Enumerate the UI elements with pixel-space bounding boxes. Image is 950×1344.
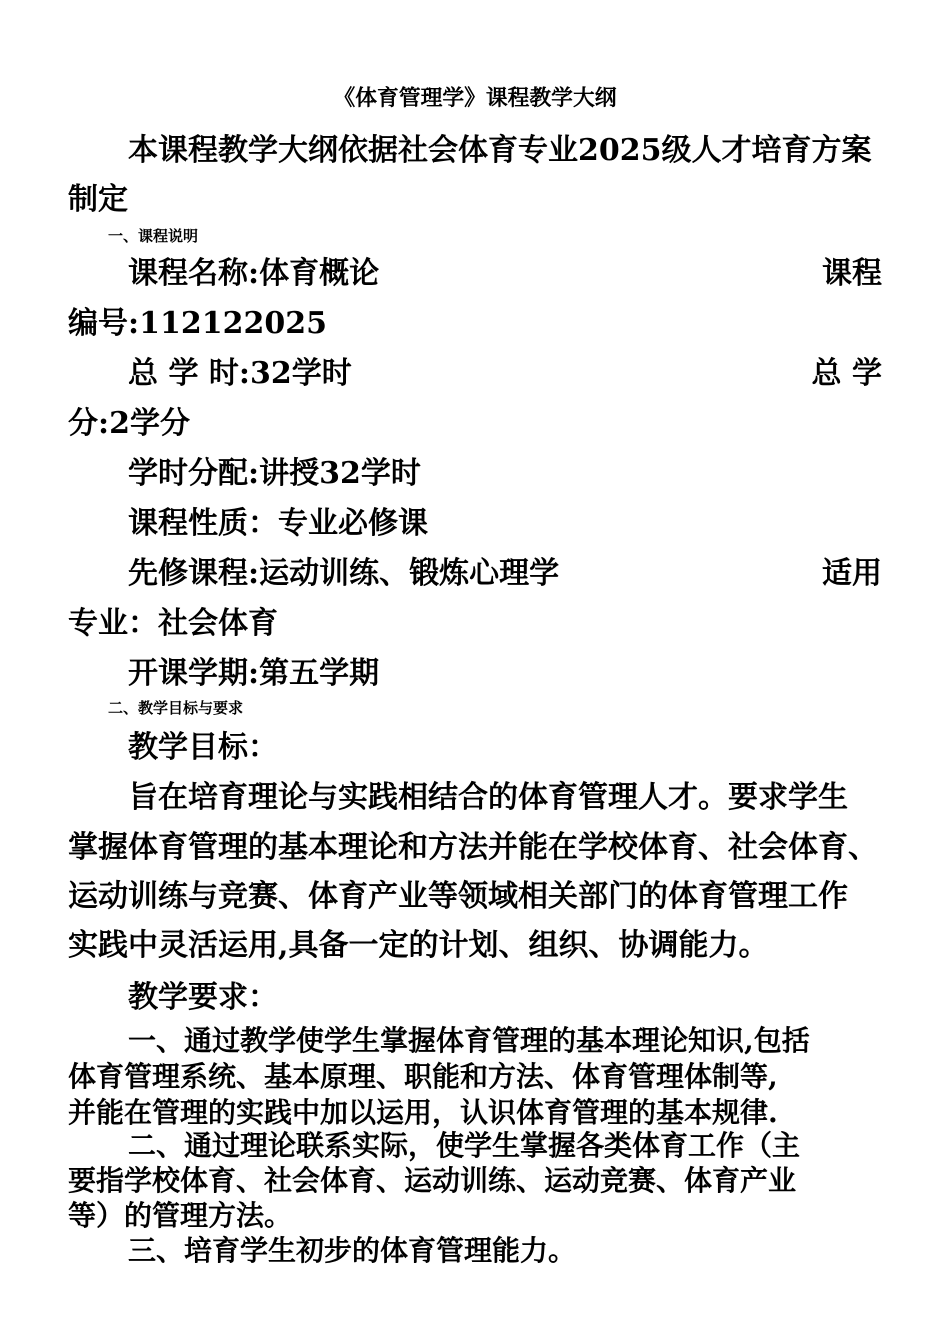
- requirements-label: 教学要求：: [128, 980, 278, 1015]
- requirement-line: 一、通过教学使学生掌握体育管理的基本理论知识,包括: [128, 1024, 810, 1057]
- applicable-major: 专业：社会体育: [68, 606, 278, 641]
- course-code-label-start: 课程: [822, 256, 882, 291]
- section-2-heading: 二、教学目标与要求: [108, 699, 244, 717]
- total-hours: 总 学 时:32学时: [128, 356, 352, 391]
- hour-allocation: 学时分配:讲授32学时: [128, 456, 421, 491]
- goal-label: 教学目标：: [128, 730, 278, 765]
- intro-line-1: 本课程教学大纲依据社会体育专业2025级人才培育方案: [128, 133, 872, 168]
- document-title: 《体育管理学》课程教学大纲: [333, 86, 617, 111]
- total-credits: 分:2学分: [68, 406, 190, 441]
- total-credits-label-start: 总 学: [811, 356, 882, 391]
- requirement-line: 等）的管理方法。: [68, 1199, 293, 1232]
- intro-line-2: 制定: [68, 182, 128, 217]
- goal-line: 旨在培育理论与实践相结合的体育管理人才。要求学生: [128, 780, 848, 815]
- applicable-major-label-start: 适用: [822, 556, 882, 591]
- goal-line: 掌握体育管理的基本理论和方法并能在学校体育、社会体育、: [68, 830, 878, 865]
- goal-line: 实践中灵活运用,具备一定的计划、组织、协调能力。: [68, 928, 769, 963]
- prerequisites: 先修课程:运动训练、锻炼心理学: [128, 556, 560, 591]
- semester: 开课学期:第五学期: [128, 656, 380, 691]
- section-1-heading: 一、课程说明: [108, 227, 199, 245]
- requirement-line: 并能在管理的实践中加以运用，认识体育管理的基本规律.: [68, 1096, 778, 1129]
- course-nature: 课程性质：专业必修课: [128, 506, 428, 541]
- requirement-line: 二、通过理论联系实际，使学生掌握各类体育工作（主: [128, 1129, 801, 1162]
- requirement-line: 三、培育学生初步的体育管理能力。: [128, 1234, 577, 1267]
- requirement-line: 要指学校体育、社会体育、运动训练、运动竞赛、体育产业: [68, 1164, 797, 1197]
- course-code: 编号:112122025: [68, 306, 327, 341]
- course-name: 课程名称:体育概论: [128, 256, 380, 291]
- requirement-line: 体育管理系统、基本原理、职能和方法、体育管理体制等,: [68, 1060, 778, 1093]
- goal-line: 运动训练与竞赛、体育产业等领域相关部门的体育管理工作: [68, 879, 848, 914]
